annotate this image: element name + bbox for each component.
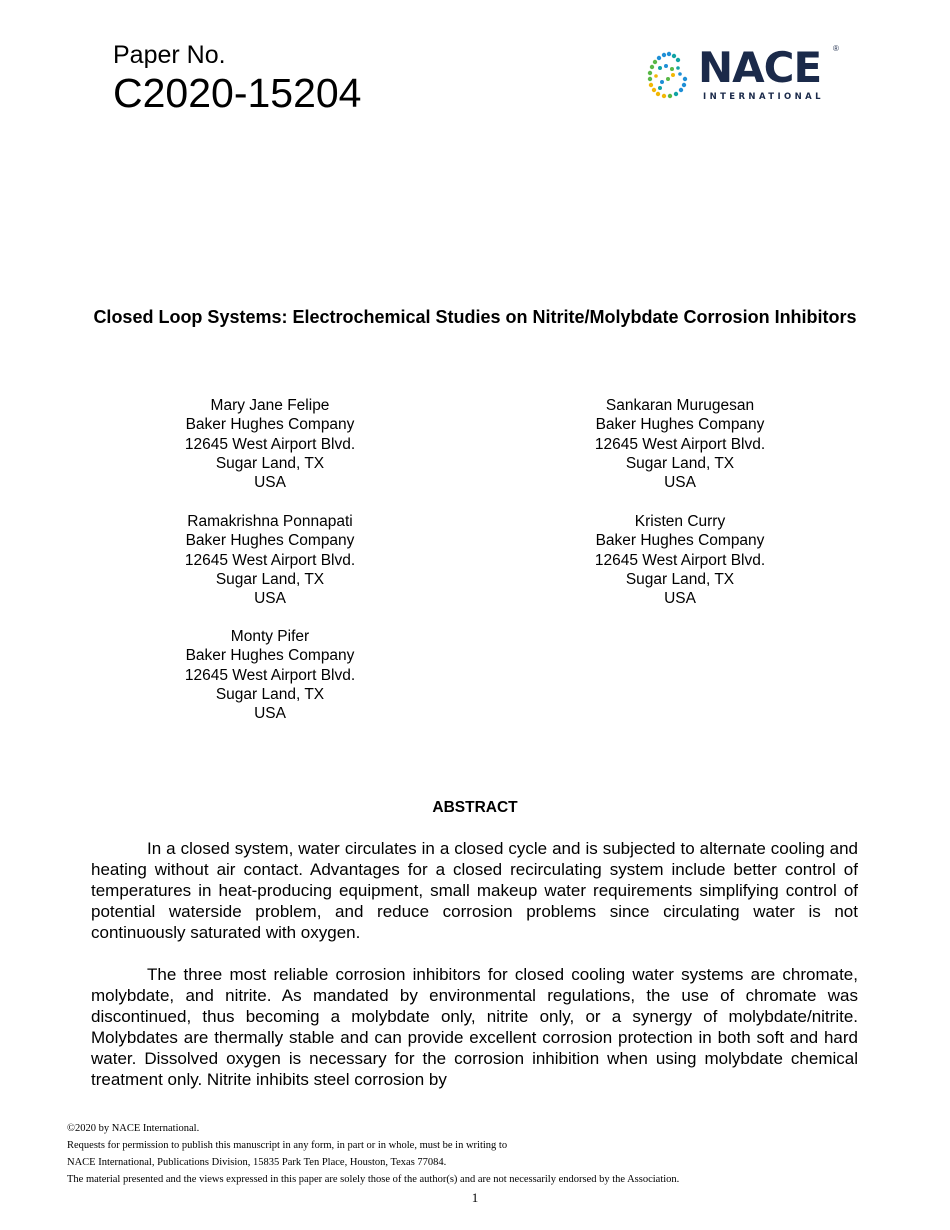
page-number: 1 [471, 1190, 479, 1205]
author-block [150, 512, 390, 608]
author-street: 12645 West Airport Blvd. [184, 551, 356, 569]
author-country: USA [254, 705, 286, 723]
author-block [560, 512, 800, 608]
paper-number-block [113, 40, 361, 116]
author-name: Mary Jane Felipe [210, 397, 330, 414]
abstract-paragraph: In a closed system, water circulates in a closed cycle and is subjected to alternate cooling and heating without air contact. Advantages for a closed recirculating system include better control of temperatures in heat-producing equipment, small makeup water requirements simplifying control of potential waterside problem, and reduce corrosion problems since circulating water is not continuously saturated with oxygen. [91, 839, 858, 942]
nace-subtitle: INTERNATIONAL [703, 92, 824, 102]
footer-line: The material presented and the views expressed in this paper are solely those of the author(s) and are not necessarily endorsed by the Association. [67, 1174, 680, 1185]
author-company: Baker Hughes Company [595, 532, 765, 550]
author-country: USA [664, 590, 696, 608]
author-city: Sugar Land, TX [215, 685, 325, 703]
author-street: 12645 West Airport Blvd. [594, 551, 766, 569]
copyright-footer [67, 1120, 887, 1188]
author-street: 12645 West Airport Blvd. [184, 666, 356, 684]
author-country: USA [254, 474, 286, 492]
author-block [150, 396, 390, 492]
author-country: USA [254, 590, 286, 608]
author-name: Kristen Curry [634, 513, 726, 530]
paper-label: Paper No. [113, 41, 226, 69]
author-name: Ramakrishna Ponnapati [187, 513, 353, 530]
author-city: Sugar Land, TX [215, 454, 325, 472]
author-street: 12645 West Airport Blvd. [594, 435, 766, 453]
author-company: Baker Hughes Company [185, 416, 355, 434]
author-name: Sankaran Murugesan [605, 397, 755, 414]
author-block [560, 396, 800, 492]
author-country: USA [664, 474, 696, 492]
author-company: Baker Hughes Company [185, 647, 355, 665]
author-street: 12645 West Airport Blvd. [184, 435, 356, 453]
footer-line: Requests for permission to publish this manuscript in any form, in part or in whole, must be in writing to [67, 1140, 508, 1151]
paper-title: Closed Loop Systems: Electrochemical Studies on Nitrite/Molybdate Corrosion Inhibitors [93, 307, 857, 327]
abstract-heading: ABSTRACT [432, 799, 518, 816]
author-city: Sugar Land, TX [625, 570, 735, 588]
author-company: Baker Hughes Company [185, 532, 355, 550]
footer-line: NACE International, Publications Division, 15835 Park Ten Place, Houston, Texas 77084. [67, 1157, 447, 1168]
abstract-paragraph: The three most reliable corrosion inhibitors for closed cooling water systems are chromate, molybdate, and nitrite. As mandated by environmental regulations, the use of chromate was discontinued, thus becoming a molybdate only, nitrite only, or a synergy of molybdate/nitrite. Molybdates are thermally stable and can provide excellent corrosion protection in both soft and hard water. Dissolved oxygen is necessary for the corrosion inhibition when using molybdate chemical treatment only. Nitrite inhibits steel corrosion by [91, 965, 858, 1089]
paper-id: C2020-15204 [113, 70, 362, 116]
author-city: Sugar Land, TX [215, 570, 325, 588]
author-block [150, 627, 390, 723]
author-city: Sugar Land, TX [625, 454, 735, 472]
nace-logo-icon [648, 52, 687, 98]
author-name: Monty Pifer [230, 628, 310, 645]
footer-line: ©2020 by NACE International. [67, 1123, 200, 1134]
nace-wordmark: NACE [698, 43, 822, 92]
registered-mark: ® [833, 44, 839, 53]
author-company: Baker Hughes Company [595, 416, 765, 434]
nace-logo [640, 43, 845, 106]
